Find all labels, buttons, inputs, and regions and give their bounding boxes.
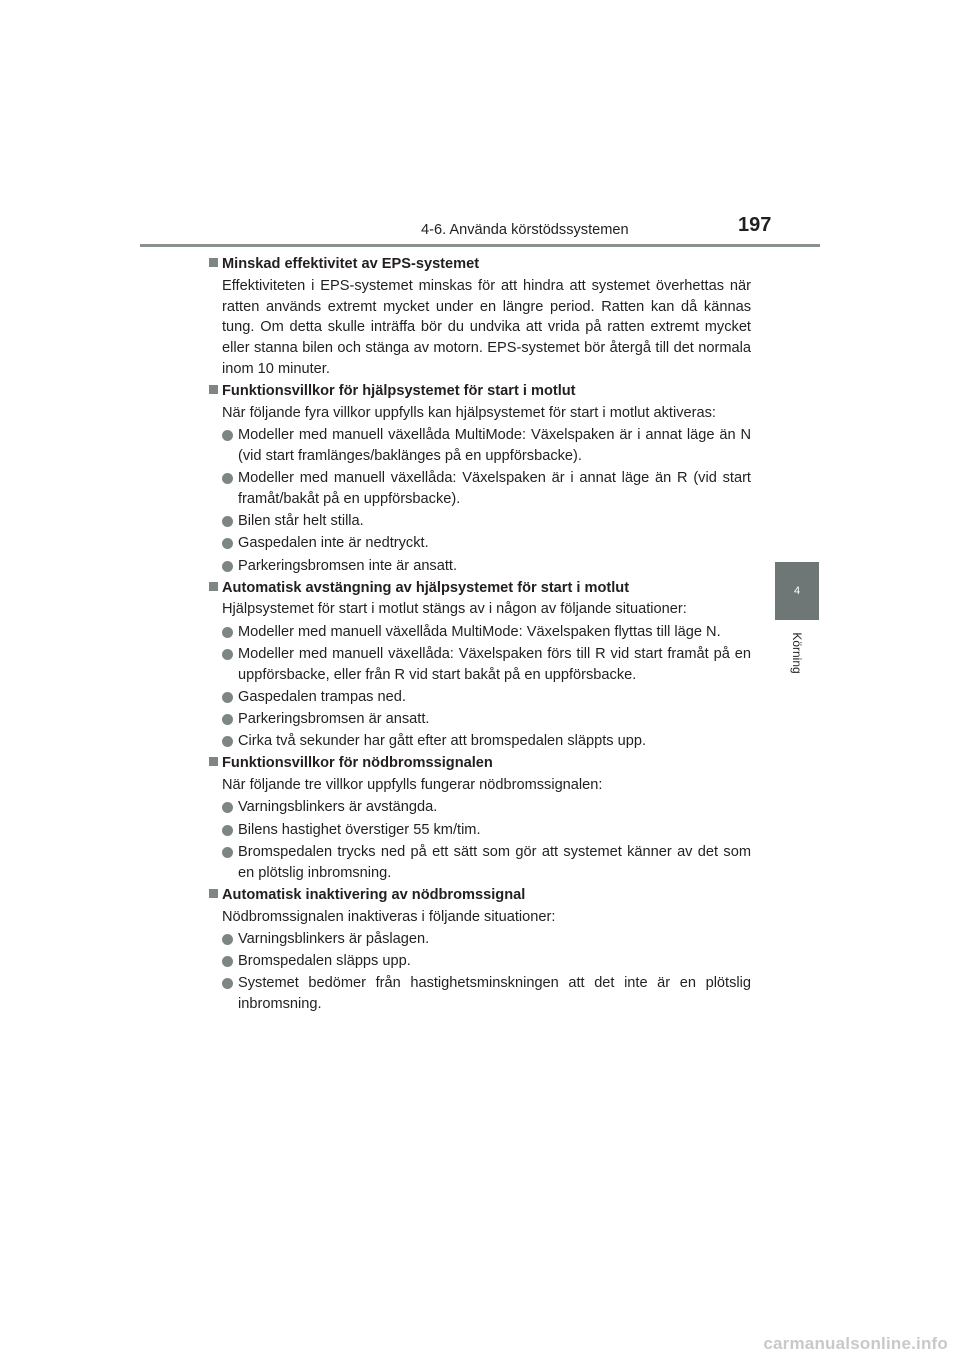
list-item: Bilens hastighet överstiger 55 km/tim. [222,820,751,841]
list-item: Modeller med manuell växellåda: Växelspaken är i annat läge än R (vid start framåt/bakåt på en uppförsbacke). [222,468,751,510]
section-heading [209,381,751,402]
list-item: Gaspedalen trampas ned. [222,687,751,708]
round-bullet-icon [222,516,233,527]
section-heading [209,753,751,774]
heading-text: Funktionsvillkor för hjälpsystemet för start i motlut [222,383,576,400]
round-bullet-icon [222,692,233,703]
chapter-label: Körning [790,632,804,674]
page-header [0,0,960,250]
square-bullet-icon [209,889,218,898]
round-bullet-icon [222,978,233,989]
section-paragraph: Hjälpsystemet för start i motlut stängs av i någon av följande situationer: [222,601,687,618]
round-bullet-icon [222,934,233,945]
heading-text: Minskad effektivitet av EPS-systemet [222,256,480,272]
round-bullet-icon [222,825,233,836]
section-paragraph: När följande fyra villkor uppfylls kan hjälpsystemet för start i motlut aktiveras: [222,404,716,421]
section-hill-start-conditions [209,381,751,576]
list-item: Modeller med manuell växellåda MultiMode: Växelspaken flyttas till läge N. [222,622,751,643]
list-item: Bromspedalen trycks ned på ett sätt som gör att systemet känner av det som en plötslig inbromsning. [222,842,751,884]
round-bullet-icon [222,736,233,747]
bullet-list [209,929,751,1015]
square-bullet-icon [209,582,218,591]
round-bullet-icon [222,649,233,660]
list-item: Bilen står helt stilla. [222,511,751,532]
chapter-tab [775,562,819,620]
heading-text: Funktionsvillkor för nödbromssignalen [222,755,493,772]
list-item: Modeller med manuell växellåda: Växelspaken förs till R vid start framåt på en uppförsbacke, eller från R vid start bakåt på en uppförsbacke. [222,644,751,686]
list-item: Parkeringsbromsen inte är ansatt. [222,556,751,577]
square-bullet-icon [209,385,218,394]
round-bullet-icon [222,847,233,858]
section-eps [209,254,751,380]
list-item: Parkeringsbromsen är ansatt. [222,709,751,730]
bullet-list [209,622,751,752]
section-heading [209,254,751,275]
section-hill-start-off [209,578,751,752]
section-title: 4-6. Använda körstödssystemen [421,222,629,238]
section-paragraph: Nödbromssignalen inaktiveras i följande situationer: [222,908,556,925]
chapter-number: 4 [793,585,801,597]
round-bullet-icon [222,561,233,572]
bullet-list [209,797,751,883]
watermark: carmanualsonline.info [763,1334,948,1353]
round-bullet-icon [222,538,233,549]
round-bullet-icon [222,802,233,813]
round-bullet-icon [222,627,233,638]
section-heading [209,578,751,599]
page-content [209,254,751,1016]
section-paragraph: Effektiviteten i EPS-systemet minskas för att hindra att systemet överhettas när ratten används extremt mycket under en längre period. Ratten kan då kännas tung. Om detta skulle inträffa bör du undvika att vrida på ratten extremt mycket eller stanna bilen och stänga av motorn. EPS-systemet bör återgå till det normala inom 10 minuter. [222,277,751,377]
list-item: Gaspedalen inte är nedtryckt. [222,533,751,554]
bullet-list [209,425,751,576]
list-item: Varningsblinkers är avstängda. [222,797,751,818]
round-bullet-icon [222,430,233,441]
square-bullet-icon [209,757,218,766]
list-item: Systemet bedömer från hastighetsminskningen att det inte är en plötslig inbromsning. [222,973,751,1015]
section-emergency-brake-off [209,885,751,1015]
round-bullet-icon [222,714,233,725]
heading-text: Automatisk inaktivering av nödbromssignal [222,886,526,903]
heading-text: Automatisk avstängning av hjälpsystemet för start i motlut [222,579,630,596]
header-divider [140,244,820,247]
list-item: Cirka två sekunder har gått efter att bromspedalen släppts upp. [222,731,751,752]
square-bullet-icon [209,258,218,267]
round-bullet-icon [222,473,233,484]
round-bullet-icon [222,956,233,967]
section-paragraph: När följande tre villkor uppfylls fungerar nödbromssignalen: [222,777,603,794]
section-heading [209,885,751,906]
section-emergency-brake-conditions [209,753,751,883]
list-item: Modeller med manuell växellåda MultiMode: Växelspaken är i annat läge än N (vid start framlänges/baklänges på en uppförsbacke). [222,425,751,467]
list-item: Bromspedalen släpps upp. [222,951,751,972]
list-item: Varningsblinkers är påslagen. [222,929,751,950]
page-number: 197 [738,214,772,236]
